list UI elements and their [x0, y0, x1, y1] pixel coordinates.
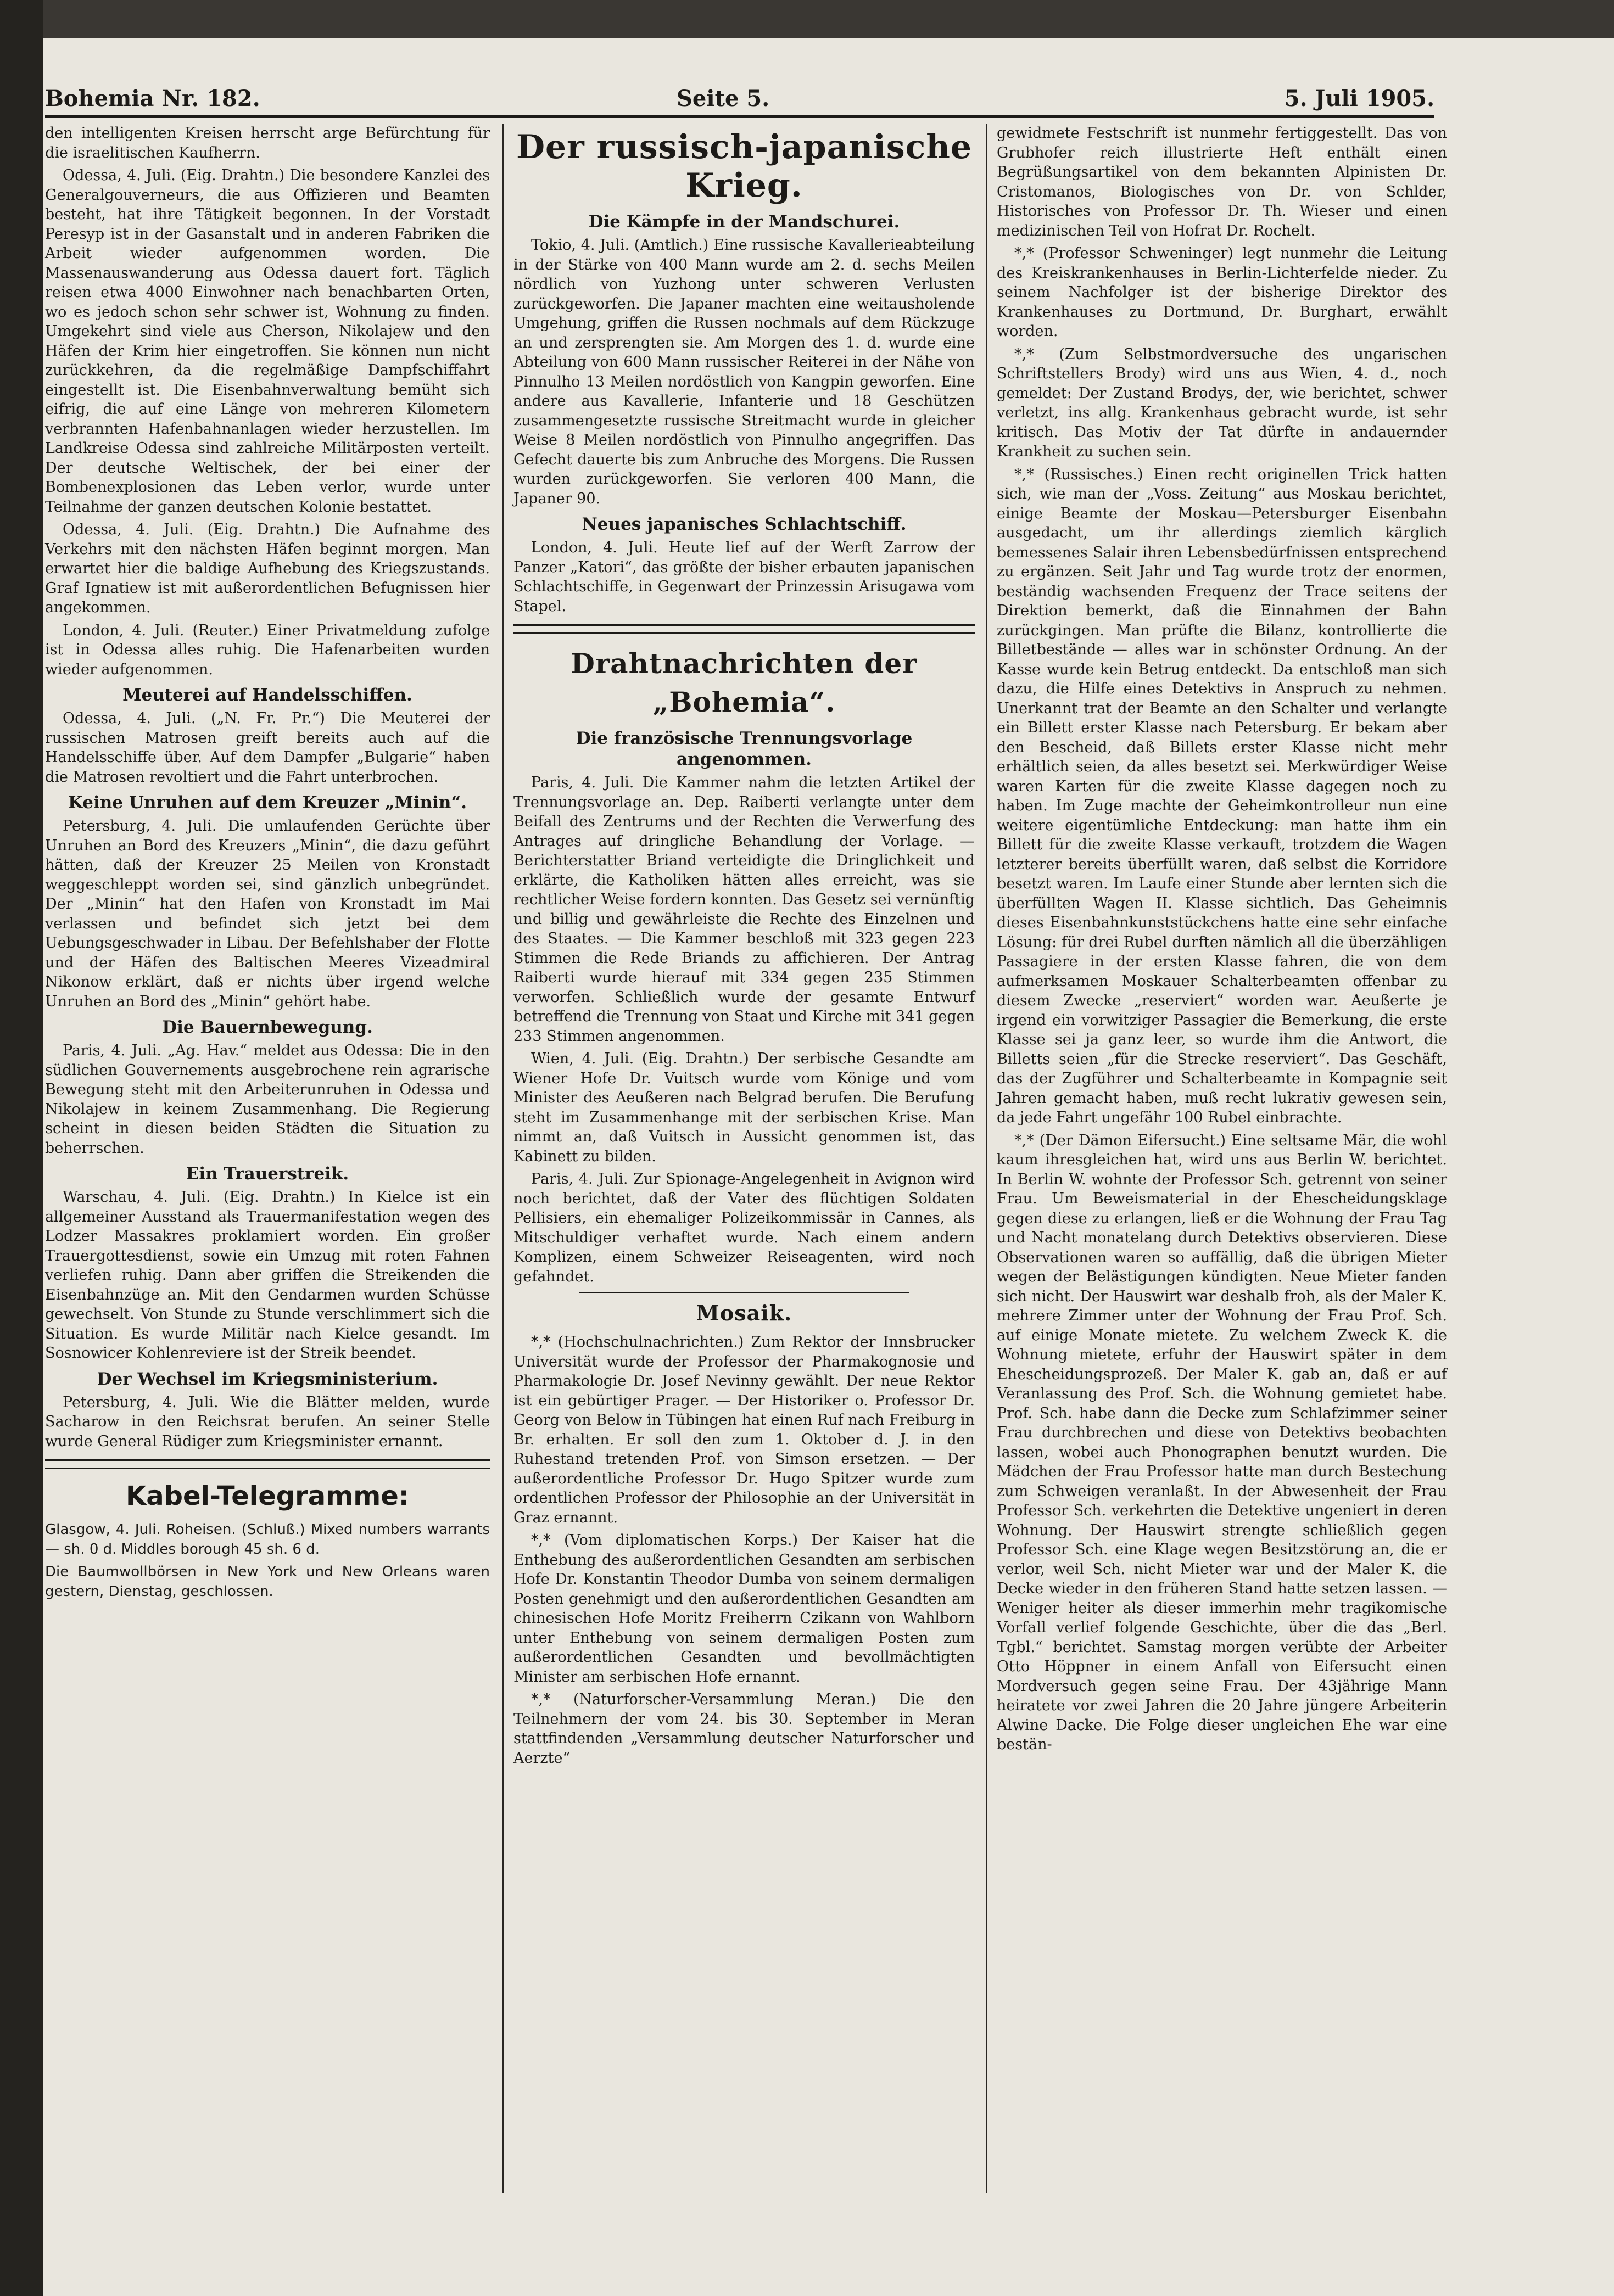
article-text: *,* (Naturforscher-Versammlung Meran.) Die den Teilnehmern der vom 24. bis 30. September in Meran stattfindenden „Versammlung deutscher Naturforscher und Aerzte“ [513, 1691, 975, 1767]
article-text: Odessa, 4. Juli. (Eig. Drahtn.) Die besondere Kanzlei des Generalgouverneurs, die aus Offizieren und Beamten besteht, hat ihre Tätigkeit begonnen. In der Vorstadt Peresyp ist in der Gasanstalt und in anderen Fabriken die Arbeit wieder aufgenommen worden. Die Massenauswanderung aus Odessa dauert fort. Täglich reisen etwa 4000 Einwohner nach benachbarten Orten, wo es jedoch schon sehr schwer ist, Wohnung zu finden. Umgekehrt sind viele aus Cherson, Nikolajew und den Häfen der Krim hier eingetroffen. Sie können nun nicht zurückkehren, da die regelmäßige Dampfschiffahrt eingestellt ist. Die Eisenbahnverwaltung bemüht sich eifrig, die auf eine Länge von mehreren Kilometern verbrannten Hafenbahnanlagen wieder herzustellen. Im Landkreise Odessa sind zahlreiche Militärposten verteilt. Der deutsche Weltischek, der bei einer der Bombenexplosionen das Leben verlor, wurde unter Teilnahme der ganzen deutschen Kolonie bestattet. [45, 167, 490, 516]
article-text: *,* (Vom diplomatischen Korps.) Der Kaiser hat die Enthebung des außerordentlichen Gesandten am serbischen Hofe Dr. Konstantin Theodor Dumba von seinem dermaligen Posten genehmigt und den außerordentlichen Gesandten am chinesischen Hofe Moritz Freiherrn Czikann von Wahlborn unter Enthebung von seinem dermaligen Posten zum außerordentlichen Gesandten und bevollmächtigten Minister am serbischen Hofe ernannt. [513, 1532, 975, 1685]
column-rule-1 [502, 124, 504, 2193]
section-separator [45, 1459, 490, 1469]
section-heading: Meuterei auf Handelsschiffen. [122, 685, 412, 705]
wire-news-title: Drahtnachrichten der „Bohemia“. [571, 647, 918, 718]
scan-margin [0, 0, 43, 2296]
header-paper-number: Bohemia Nr. 182. [45, 86, 260, 111]
section-heading: Die Bauernbewegung. [162, 1017, 373, 1037]
article-text: Wien, 4. Juli. (Eig. Drahtn.) Der serbische Gesandte am Wiener Hofe Dr. Vuitsch wurde vom Könige und vom Minister des Aeußeren nach Belgrad berufen. Die Berufung steht im Zusammenhange mit der serbischen Krise. Man nimmt an, daß Vuitsch in Aussicht genommen ist, das Kabinett zu bilden. [513, 1050, 975, 1165]
article-text: Tokio, 4. Juli. (Amtlich.) Eine russische Kavallerieabteilung in der Stärke von 400 Mann wurde am 2. d. sechs Meilen nördlich von Yuzhong unter schweren Verlusten zurückgeworfen. Die Japaner machten eine weitausholende Umgehung, griffen die Russen nochmals auf dem Rückzuge an und zersprengten sie. Am Morgen des 1. d. wurde eine Abteilung von 600 Mann russischer Reiterei in der Nähe von Pinnulho 13 Meilen nordöstlich von Kangpin geworfen. Eine andere aus Kavallerie, Infanterie und 18 Geschützen zusammengesetzte russische Streitmacht wurde in gleicher Weise 8 Meilen nordöstlich von Pinnulho angegriffen. Das Gefecht dauerte bis zum Anbruche des Morgens. Die Russen wurden zurückgeworfen. Sie verloren 400 Mann, die Japaner 90. [513, 237, 975, 507]
war-section-title: Der russisch-japanische Krieg. [516, 128, 973, 205]
column-2 [513, 124, 975, 2259]
telegram-text: Glasgow, 4. Juli. Roheisen. (Schluß.) Mixed numbers warrants — sh. 0 d. Middles borough 45 sh. 6 d. [45, 1521, 490, 1558]
article-text: Paris, 4. Juli. Die Kammer nahm die letzten Artikel der Trennungsvorlage an. Dep. Raiberti verlangte unter dem Beifall des Zentrums und der Rechten die Verwerfung des Antrages auf dringliche Behandlung der Vorlage. — Berichterstatter Briand verteidigte die Dringlichkeit und erklärte, die Katholiken hätten alles erreicht, was sie rechtlicher Weise fordern konnten. Das Gesetz sei vernünftig und billig und gewährleiste die Rechte des Einzelnen und des Staates. — Die Kammer beschloß mit 323 gegen 223 Stimmen die Rede Briands zu affichieren. Der Antrag Raiberti wurde hierauf mit 334 gegen 235 Stimmen verworfen. Schließlich wurde der gesamte Entwurf betreffend die Trennung von Staat und Kirche mit 341 gegen 233 Stimmen angenommen. [513, 774, 975, 1045]
article-text: *,* (Der Dämon Eifersucht.) Eine seltsame Mär, die wohl kaum ihresgleichen hat, wird uns aus Berlin W. berichtet. In Berlin W. wohnte der Professor Sch. getrennt von seiner Frau. Um Beweismaterial in der Ehescheidungsklage gegen diese zu erlangen, ließ er die Wohnung der Frau Tag und Nacht monatelang durch Detektivs observieren. Diese Observationen waren so auffällig, daß die übrigen Mieter wegen der Belästigungen kündigten. Neue Mieter fanden sich nicht. Der Hauswirt war deshalb froh, als der Maler K. mehrere Zimmer unter der Wohnung der Frau Prof. Sch. auf einige Monate mietete. Zu welchem Zweck K. die Wohnung mietete, erfuhr der Hauswirt später in dem Ehescheidungsprozeß. Der Maler K. gab an, daß er auf Veranlassung des Prof. Sch. die Wohnung gemietet habe. Prof. Sch. habe dann die Decke zum Schlafzimmer seiner Frau durchbrechen und diese von Detektivs beobachten lassen, wobei auch Phonographen benutzt wurden. Die Mädchen der Frau Professor hatte man durch Bestechung zum Schweigen veranlaßt. In der Abwesenheit der Frau Professor Sch. verkehrten die Detektive ungeniert in deren Wohnung. Der Hauswirt strengte schließlich gegen Professor Sch. eine Klage wegen Besitzstörung an, die er verlor, weil Sch. nicht Mieter war und der Maler K. die Decke wieder in den früheren Stand hatte setzen lassen. — Weniger heiter als dieser immerhin mehr tragikomische Vorfall verlief folgende Geschichte, über die das „Berl. Tgbl.“ berichtet. Samstag morgen verübte der Arbeiter Otto Höppner in einem Anfall von Eifersucht einen Mordversuch gegen seine Frau. Der 43jährige Mann heiratete vor zwei Jahren die 20 Jahre jüngere Arbeiterin Alwine Dacke. Die Folge dieser ungleichen Ehe war eine bestän- [997, 1132, 1447, 1753]
header-page-number: Seite 5. [677, 86, 770, 111]
article-text: Paris, 4. Juli. „Ag. Hav.“ meldet aus Odessa: Die in den südlichen Gouvernements ausgebrochene rein agrarische Bewegung steht mit den Arbeiterunruhen in Odessa und Nikolajew in keinem Zusammenhang. Die Regierung scheint in diesen beiden Städten die Situation zu beherrschen. [45, 1042, 490, 1157]
article-text: *,* (Russisches.) Einen recht originellen Trick hatten sich, wie man der „Voss. Zeitung“ aus Moskau berichtet, einige Beamte der Moskau—Petersburger Eisenbahn ausgedacht, um ihr allerdings ziemlich kärglich bemessenes Salair ihren Lebensbedürfnissen entsprechend zu ergänzen. Seit Jahr und Tag wurde trotz der enormen, beständig wachsenden Frequenz der Trace seitens der Direktion bemerkt, daß die Einnahmen der Bahn zurückgingen. Man prüfte die Bilanz, kontrollierte die Billetbestände — alles war in schönster Ordnung. An der Kasse wurde kein Betrug entdeckt. Da entschloß man sich dazu, die Hilfe eines Detektivs in Anspruch zu nehmen. Unerkannt trat der Beamte an den Schalter und verlangte ein Billett erster Klasse nach Petersburg. Er bekam aber den Bescheid, daß Billets erster Klasse nicht mehr erhältlich seien, da alles besetzt sei. Merkwürdiger Weise waren Karten für die zweite Klasse dagegen noch zu haben. Im Zuge machte der Geheimkontrolleur nun eine weitere eigentümliche Entdeckung: man hatte ihm ein Billett für die zweite Klasse verkauft, trotzdem die Wagen letzterer bereits überfüllt waren, daß selbst die Korridore besetzt waren. Im Laufe einer Stunde aber lernten sich die überfüllten Wagen II. Klasse sichtlich. Das Geheimnis dieses Eisenbahnkunststückchens hatte eine sehr einfache Lösung: für drei Rubel durften nämlich all die überzähligen Passagiere in der ersten Klasse fahren, die von dem aufmerksamen Moskauer Schalterbeamten offenbar zu diesem Zwecke „reserviert“ worden war. Aeußerte je irgend ein vorwitziger Passagier die Bemerkung, die erste Klasse sei ja ganz leer, so wurde ihm die Antwort, die Billetts seien „für die Strecke reserviert“. Das Geschäft, das der Zugführer und Schalterbeamte in Kompagnie seit Jahren gemacht haben, muß recht lukrativ gewesen sein, da jede Fahrt ungefähr 100 Rubel einbrachte. [997, 466, 1447, 1126]
divider [579, 1292, 909, 1293]
column-rule-2 [986, 124, 987, 2193]
article-text: *,* (Professor Schweninger) legt nunmehr die Leitung des Kreiskrankenhauses in Berlin-Lichterfelde nieder. Zu seinem Nachfolger ist der bisherige Direktor des Krankenhauses zu Dortmund, Dr. Burghart, erwählt worden. [997, 245, 1447, 340]
article-text: London, 4. Juli. Heute lief auf der Werft Zarrow der Panzer „Katori“, das größte der bisher erbauten japanischen Schlachtschiffe, in Gegenwart der Prinzessin Arisugawa vom Stapel. [513, 539, 975, 615]
header-date: 5. Juli 1905. [1284, 86, 1434, 111]
section-separator [513, 624, 975, 634]
article-text: Odessa, 4. Juli. (Eig. Drahtn.) Die Aufnahme des Verkehrs mit den nächsten Häfen beginnt morgen. Man erwartet hier die baldige Aufhebung des Kriegszustands. Graf Ignatiew ist mit außerordentlichen Befugnissen hier angekommen. [45, 521, 490, 616]
article-text: Warschau, 4. Juli. (Eig. Drahtn.) In Kielce ist ein allgemeiner Ausstand als Trauermanifestation wegen des Lodzer Massakres proklamiert worden. Ein großer Trauergottesdienst, sowie ein Umzug mit roten Fahnen verliefen ruhig. Dann aber griffen die Streikenden die Eisenbahnzüge an. Mit den Gendarmen wurden Schüsse gewechselt. Von Stunde zu Stunde verschlimmert sich die Situation. Es wurde Militär nach Kielce gesandt. Im Sosnowicer Kohlenreviere ist der Streik beendet. [45, 1189, 490, 1362]
mosaik-title: Mosaik. [696, 1301, 792, 1325]
article-text: Paris, 4. Juli. Zur Spionage-Angelegenheit in Avignon wird noch berichtet, daß der Vater des flüchtigen Soldaten Pellisiers, ein ehemaliger Polizeikommissär in Cannes, als Mitschuldiger verhaftet wurde. Nach einem andern Komplizen, einem Schweizer Reiseagenten, wird noch gefahndet. [513, 1171, 975, 1285]
article-text: den intelligenten Kreisen herrscht arge Befürchtung für die israelitischen Kaufherrn. [45, 125, 490, 161]
section-heading: Der Wechsel im Kriegsministerium. [97, 1369, 438, 1389]
article-text: gewidmete Festschrift ist nunmehr fertiggestellt. Das von Grubhofer reich illustrierte Heft enthält einen Begrüßungsartikel von dem bekannten Alpinisten Dr. Cristomanos, Biologisches von Dr. von Schlder, Historisches von Professor Dr. Th. Wieser und einen medizinischen Teil von Hofrat Dr. Rochelt. [997, 125, 1447, 239]
kabel-telegramme-title: Kabel-Telegramme: [126, 1481, 409, 1511]
article-text: *,* (Hochschulnachrichten.) Zum Rektor der Innsbrucker Universität wurde der Professor der Pharmakognosie und Pharmakologie Dr. Josef Nevinny gewählt. Der neue Rektor ist ein gebürtiger Prager. — Der Historiker o. Professor Dr. Georg von Below in Tübingen hat einen Ruf nach Freiburg in Br. erhalten. Er soll den zum 1. Oktober d. J. in den Ruhestand tretenden Prof. von Simson ersetzen. — Der außerordentliche Professor Dr. Hugo Spitzer wurde zum ordentlichen Professor der Philosophie an der Universität in Graz ernannt. [513, 1334, 975, 1526]
section-heading: Die französische Trennungsvorlage angenommen. [576, 729, 913, 769]
article-text: *,* (Zum Selbstmordversuche des ungarischen Schriftstellers Brody) wird uns aus Wien, 4. d., noch gemeldet: Der Zustand Brodys, der, wie berichtet, schwer verletzt, ins allg. Krankenhaus gebracht wurde, ist sehr kritisch. Das Motiv der Tat dürfte in andauernder Krankheit zu suchen sein. [997, 345, 1447, 460]
section-heading: Keine Unruhen auf dem Kreuzer „Minin“. [68, 793, 467, 813]
kabel-telegramme [45, 1520, 490, 1601]
section-heading: Die Kämpfe in der Mandschurei. [588, 212, 900, 232]
section-heading: Neues japanisches Schlachtschiff. [582, 514, 907, 534]
article-text: Odessa, 4. Juli. („N. Fr. Pr.“) Die Meuterei der russischen Matrosen greift bereits auch auf die Handelsschiffe über. Auf dem Dampfer „Bulgarie“ haben die Matrosen revoltiert und die Fahrt unterbrochen. [45, 710, 490, 786]
article-text: Petersburg, 4. Juli. Wie die Blätter melden, wurde Sacharow in den Reichsrat berufen. An seiner Stelle wurde General Rüdiger zum Kriegsminister ernannt. [45, 1393, 490, 1450]
article-text: Petersburg, 4. Juli. Die umlaufenden Gerüchte über Unruhen an Bord des Kreuzers „Minin“, die dazu geführt hätten, daß der Kreuzer 25 Meilen von Kronstadt weggeschleppt worden sei, sind gänzlich unbegründet. Der „Minin“ hat den Hafen von Kronstadt im Mai verlassen und befindet sich jetzt bei dem Uebungsgeschwader in Libau. Der Befehlshaber der Flotte und der Häfen des Baltischen Meeres Vizeadmiral Nikonow erklärt, daß er nichts über irgend welche Unruhen an Bord des „Minin“ gehört habe. [45, 817, 490, 1010]
article-text: London, 4. Juli. (Reuter.) Einer Privatmeldung zufolge ist in Odessa alles ruhig. Die Hafenarbeiten wurden wieder aufgenommen. [45, 621, 490, 678]
telegram-text: Die Baumwollbörsen in New York und New Orleans waren gestern, Dienstag, geschlossen. [45, 1564, 490, 1600]
column-3 [997, 124, 1447, 2259]
column-1 [45, 124, 490, 2259]
section-heading: Ein Trauerstreik. [186, 1164, 349, 1184]
page-header [45, 66, 1434, 118]
